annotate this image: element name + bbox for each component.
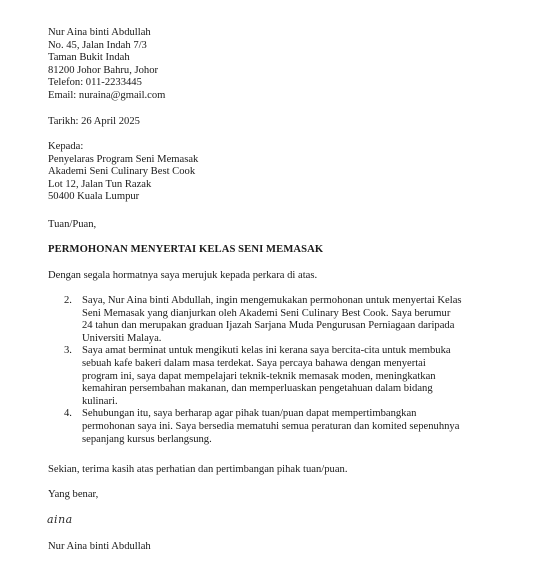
recipient-line: Akademi Seni Culinary Best Cook [48,166,196,178]
salutation-block [48,219,518,232]
letter-date: Tarikh: 26 April 2025 [48,116,140,127]
paragraph-line: kemahiran persembahan makanan, dan memperluaskan pengetahuan dalam bidang [82,383,433,395]
sender-address-line: No. 45, Jalan Indah 7/3 [48,39,147,51]
closing-block [48,464,518,477]
recipient-block [48,141,518,204]
signature: aina [47,513,73,526]
list-item [48,408,513,446]
closing-paragraph: Sekian, terima kasih atas perhatian dan pertimbangan pihak tuan/puan. [48,464,348,475]
paragraph-line: Saya amat berminat untuk mengikuti kelas ini kerana saya bercita-cita untuk membuka [82,345,451,357]
recipient-line: Penyelaras Program Seni Memasak [48,153,199,165]
paragraph-line: program ini, saya dapat mempelajari teknik-teknik memasak moden, meningkatkan [82,370,436,382]
recipient-line: Lot 12, Jalan Tun Razak [48,178,152,190]
list-item [48,345,513,408]
paragraph-line: Seni Memasak yang dianjurkan oleh Akademi Seni Culinary Best Cook. Saya berumur [82,307,451,319]
paragraph-line: 24 tahun dan merupakan graduan Ijazah Sarjana Muda Pengurusan Perniagaan daripada [82,320,455,332]
valediction: Yang benar, [48,489,99,500]
paragraph-line: Universiti Malaya. [82,332,162,344]
paragraph-line: sebuah kafe bakeri dalam masa terdekat. Saya percaya bahawa dengan menyertai [82,357,426,369]
date-block [48,116,518,129]
paragraph-number: 4. [64,408,72,420]
paragraph-number: 2. [64,295,72,306]
sender-name: Nur Aina binti Abdullah [48,27,151,38]
list-item [48,295,513,345]
sender-address-line: Taman Bukit Indah [48,52,130,64]
recipient-heading: Kepada: [48,141,84,152]
paragraph-line: permohonan saya ini. Saya bersedia mematuhi semua peraturan dan komited sepenuhnya [82,420,460,432]
recipient-line: 50400 Kuala Lumpur [48,191,140,203]
sender-phone: Telefon: 011-2233445 [48,77,142,89]
paragraph-line: Saya, Nur Aina binti Abdullah, ingin mengemukakan permohonan untuk menyertai Kelas [82,295,462,306]
signatory-block [48,541,518,554]
opening-block [48,270,518,283]
sender-email: Email: nuraina@gmail.com [48,89,166,101]
sender-address-line: 81200 Johor Bahru, Johor [48,64,159,76]
letter-subject: PERMOHONAN MENYERTAI KELAS SENI MEMASAK [48,244,324,255]
sender-block [48,27,518,103]
paragraph-line: Sehubungan itu, saya berharap agar pihak tuan/puan dapat mempertimbangkan [82,408,417,420]
signatory-name: Nur Aina binti Abdullah [48,541,151,552]
subject-block [48,244,518,257]
paragraph-line: kulinari. [82,395,118,407]
paragraph-number: 3. [64,345,72,357]
paragraph-line: sepanjang kursus berlangsung. [82,433,212,445]
numbered-paragraphs [48,295,513,446]
valediction-block [48,489,518,502]
opening-paragraph: Dengan segala hormatnya saya merujuk kepada perkara di atas. [48,270,318,281]
salutation: Tuan/Puan, [48,219,97,230]
